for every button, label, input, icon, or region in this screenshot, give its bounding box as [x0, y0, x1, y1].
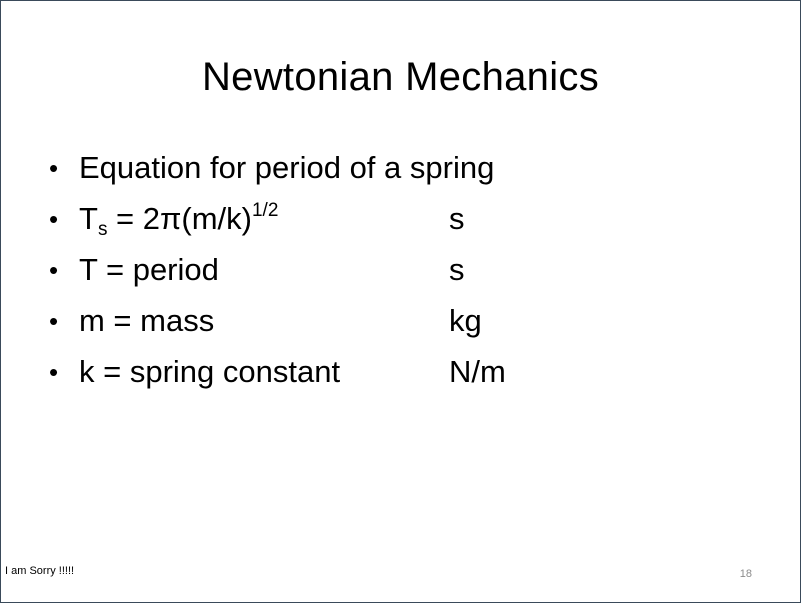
- bullet-unit: s: [449, 201, 465, 236]
- formula-symbol: T: [79, 201, 98, 236]
- bullet-icon: •: [49, 357, 59, 387]
- footer-text: I am Sorry !!!!!: [5, 565, 75, 577]
- formula-expression: = 2π(m/k): [107, 201, 252, 236]
- bullet-text: m = mass: [79, 303, 215, 338]
- bullet-icon: •: [49, 204, 59, 234]
- bullet-unit: N/m: [449, 354, 506, 389]
- slide-number: 18: [739, 568, 752, 580]
- bullet-unit: s: [449, 252, 465, 287]
- formula-subscript: s: [97, 219, 108, 240]
- bullet-icon: •: [49, 153, 59, 183]
- bullet-icon: •: [49, 255, 59, 285]
- period-formula: [79, 197, 278, 246]
- bullet-icon: •: [49, 306, 59, 336]
- bullet-unit: kg: [449, 303, 482, 338]
- slide-title: Newtonian Mechanics: [201, 55, 599, 99]
- formula-superscript: 1/2: [251, 200, 279, 221]
- bullet-text: k = spring constant: [79, 354, 341, 389]
- bullet-text: Equation for period of a spring: [79, 150, 495, 185]
- bullet-text: T = period: [79, 252, 219, 287]
